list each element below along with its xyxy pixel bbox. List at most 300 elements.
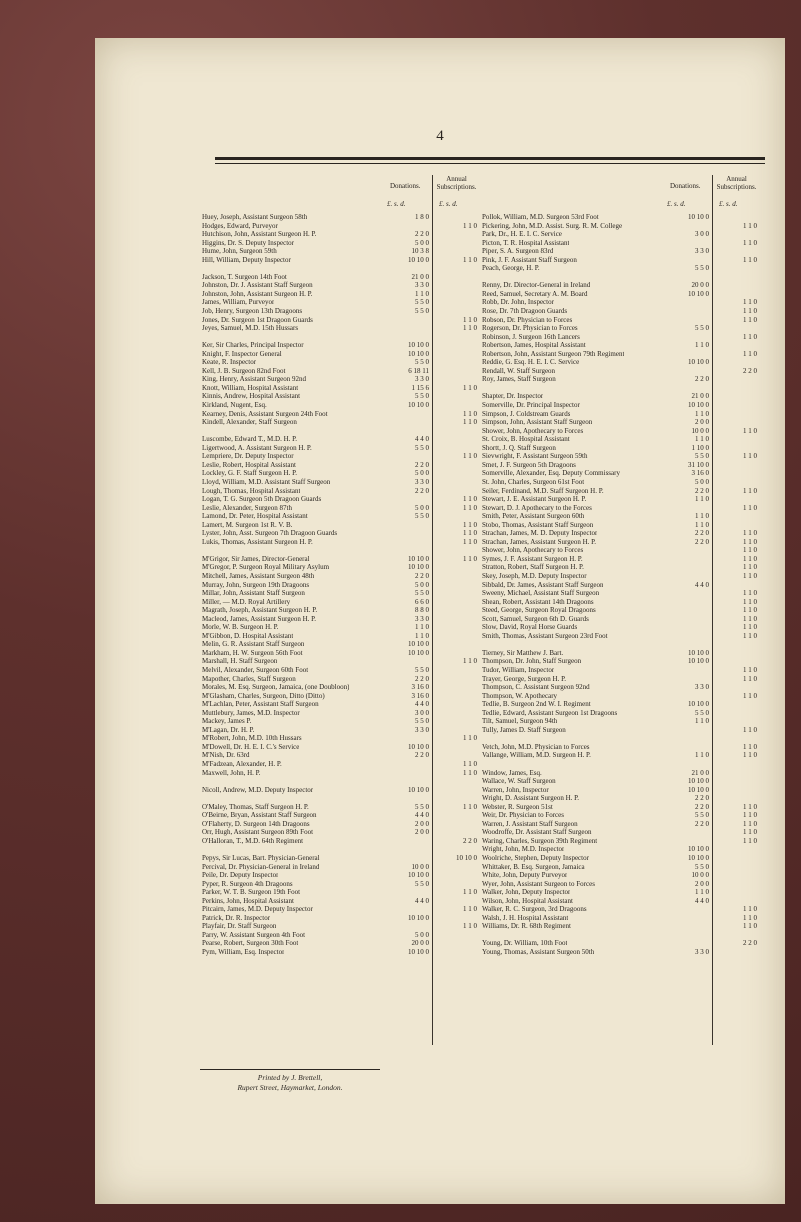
- annual-amount: 1 1 0: [463, 495, 477, 504]
- donation-amount: 2 0 0: [695, 418, 709, 427]
- donation-amount: 2 2 0: [415, 230, 429, 239]
- donation-amount: 10 10 0: [408, 554, 429, 563]
- donation-amount: 31 10 0: [688, 460, 709, 469]
- annual-amount: 1 1 0: [463, 529, 477, 538]
- subscriber-name: Rose, Dr. 7th Dragoon Guards: [482, 307, 568, 316]
- subscriber-row: [202, 854, 482, 863]
- donation-amount: 5 5 0: [415, 802, 429, 811]
- subscriber-name: Johnston, Dr. J. Assistant Staff Surgeon: [202, 281, 313, 290]
- subscriber-name: Weir, Dr. Physician to Forces: [482, 811, 564, 820]
- subscriber-row: [482, 769, 762, 778]
- donation-amount: 3 3 0: [415, 281, 429, 290]
- subscriber-name: Hodges, Edward, Purveyor: [202, 221, 278, 230]
- subscriber-name: Warren, John, Inspector: [482, 785, 549, 794]
- subscriber-name: Smet, J. F. Surgeon 5th Dragoons: [482, 460, 576, 469]
- subscriber-row: [482, 512, 762, 521]
- donation-amount: 1 1 0: [415, 623, 429, 632]
- donation-amount: 3 3 0: [415, 375, 429, 384]
- donations-header: Donations.: [670, 182, 701, 190]
- subscriber-name: Reed, Samuel, Secretary A. M. Board: [482, 289, 588, 298]
- subscriber-name: Hutchison, John, Assistant Surgeon H. P.: [202, 230, 317, 239]
- subscriber-row: [202, 837, 482, 846]
- subscriber-name: Morales, M. Esq. Surgeon, Jamaica, (one Doubloon): [202, 683, 350, 692]
- donation-amount: 3 3 0: [415, 477, 429, 486]
- subscriber-row: [202, 914, 482, 923]
- subscriber-row: [482, 837, 762, 846]
- annual-amount: 1 1 0: [743, 819, 757, 828]
- annual-amount: 1 1 0: [743, 742, 757, 751]
- subscriber-row: [202, 213, 482, 222]
- subscriber-name: Rendall, W. Staff Surgeon: [482, 366, 556, 375]
- donation-amount: 10 10 0: [408, 948, 429, 957]
- subscriber-row: [202, 632, 482, 641]
- subscriber-row: [482, 392, 762, 401]
- subscriber-name: Young, Dr. William, 10th Foot: [482, 939, 568, 948]
- subscriber-row: [202, 375, 482, 384]
- subscriber-row: [202, 316, 482, 325]
- subscriber-row: [202, 341, 482, 350]
- subscriber-name: Waring, Charles, Surgeon 39th Regiment: [482, 836, 598, 845]
- subscriber-row: [202, 811, 482, 820]
- subscriber-row: [482, 726, 762, 735]
- subscriber-row: [202, 666, 482, 675]
- subscriber-row: [482, 444, 762, 453]
- subscriber-row: [482, 888, 762, 897]
- subscriber-name: Wallace, W. Staff Surgeon: [482, 777, 556, 786]
- subscriber-row: [482, 751, 762, 760]
- subscriber-row: [482, 316, 762, 325]
- subscriber-name: O'Flaherty, D. Surgeon 14th Dragoons: [202, 819, 310, 828]
- subscriber-name: O'Halloran, T., M.D. 64th Regiment: [202, 836, 304, 845]
- subscriber-name: James, William, Purveyor: [202, 298, 275, 307]
- donation-amount: 10 10 0: [408, 742, 429, 751]
- subscriber-row: [202, 615, 482, 624]
- annual-amount: 1 1 0: [463, 255, 477, 264]
- subscriber-row: [482, 811, 762, 820]
- section-gap: [202, 794, 482, 803]
- subscriber-row: [482, 863, 762, 872]
- subscriber-row: [202, 247, 482, 256]
- annual-amount: 1 1 0: [743, 597, 757, 606]
- subscriber-name: Wright, John, M.D. Inspector: [482, 845, 565, 854]
- subscriber-name: Shortt, J. Q. Staff Surgeon: [482, 443, 556, 452]
- subscriber-row: [202, 358, 482, 367]
- subscriber-name: Jeyes, Samuel, M.D. 15th Hussars: [202, 324, 299, 333]
- subscriber-row: [482, 939, 762, 948]
- annual-amount: 1 1 0: [743, 554, 757, 563]
- annual-amount: 1 1 0: [743, 913, 757, 922]
- annual-amount: 1 1 0: [743, 674, 757, 683]
- subscriber-name: Smith, Thomas, Assistant Surgeon 23rd Foot: [482, 631, 608, 640]
- subscriber-row: [482, 777, 762, 786]
- annual-amount: 1 1 0: [743, 426, 757, 435]
- donation-amount: 10 10 0: [688, 648, 709, 657]
- subscriber-row: [202, 726, 482, 735]
- donation-amount: 10 10 0: [408, 401, 429, 410]
- annual-amount: 1 1 0: [743, 571, 757, 580]
- donation-amount: 21 0 0: [411, 272, 429, 281]
- subscriber-row: [482, 239, 762, 248]
- donation-amount: 5 0 0: [415, 503, 429, 512]
- subscriber-row: [482, 717, 762, 726]
- subscriber-name: Maxwell, John, H. P.: [202, 768, 261, 777]
- section-gap: [482, 931, 762, 940]
- donation-amount: 10 10 0: [408, 341, 429, 350]
- imprint-line: Printed by J. Brettell,: [257, 1073, 323, 1082]
- donation-amount: 10 10 0: [408, 255, 429, 264]
- donation-amount: 5 0 0: [415, 930, 429, 939]
- subscriber-row: [202, 350, 482, 359]
- donation-amount: 1 1 0: [695, 341, 709, 350]
- subscriber-name: Kell, J. B. Surgeon 82nd Foot: [202, 366, 286, 375]
- subscriber-name: Wright, D. Assistant Surgeon H. P.: [482, 794, 580, 803]
- annual-amount: 1 1 0: [743, 691, 757, 700]
- annual-amount: 1 1 0: [743, 811, 757, 820]
- donation-amount: 10 10 0: [688, 657, 709, 666]
- subscriber-row: [202, 905, 482, 914]
- subscriber-name: Young, Thomas, Assistant Surgeon 50th: [482, 948, 595, 957]
- subscriber-name: Strachan, James, M. D. Deputy Inspector: [482, 529, 598, 538]
- printer-imprint: [200, 1073, 380, 1093]
- donation-amount: 10 10 0: [688, 289, 709, 298]
- subscriber-name: Sievwright, F. Assistant Surgeon 59th: [482, 452, 588, 461]
- subscriber-row: [482, 375, 762, 384]
- subscriber-name: M'Fadzean, Alexander, H. P.: [202, 760, 282, 768]
- subscriber-row: [202, 298, 482, 307]
- subscriber-row: [202, 529, 482, 538]
- subscriber-row: [482, 828, 762, 837]
- annual-amount: 1 1 0: [743, 238, 757, 247]
- subscriber-row: [202, 563, 482, 572]
- section-gap: [482, 734, 762, 743]
- subscriber-name: Magrath, Joseph, Assistant Surgeon H. P.: [202, 606, 318, 615]
- annual-amount: 1 1 0: [743, 315, 757, 324]
- subscriber-name: Renny, Dr. Director-General in Ireland: [482, 281, 591, 290]
- subscriber-name: Logan, T. G. Surgeon 5th Dragoon Guards: [202, 495, 322, 504]
- subscriber-name: Picton, T. R. Hospital Assistant: [482, 238, 570, 247]
- subscriber-name: Piper, S. A. Surgeon 83rd: [482, 247, 554, 256]
- donation-amount: 5 5 0: [695, 862, 709, 871]
- donation-amount: 10 10 0: [688, 213, 709, 221]
- annual-amount: 1 1 0: [743, 606, 757, 615]
- subscriber-name: Simpson, J. Coldstream Guards: [482, 409, 571, 418]
- subscriber-row: [202, 675, 482, 684]
- subscriber-row: [482, 461, 762, 470]
- subscriber-row: [482, 307, 762, 316]
- donation-amount: 5 5 0: [695, 264, 709, 273]
- subscriber-name: Pickering, John, M.D. Assist. Surg. R. M. College: [482, 221, 623, 230]
- donation-amount: 1 10 0: [691, 443, 709, 452]
- donations-header: Donations.: [390, 182, 421, 190]
- subscriber-row: [482, 487, 762, 496]
- annual-amount: 1 1 0: [743, 486, 757, 495]
- subscriber-name: Higgins, Dr. S. Deputy Inspector: [202, 238, 294, 247]
- subscriber-name: M'Robert, John, M.D. 10th Hussars: [202, 734, 302, 743]
- subscriber-row: [202, 410, 482, 419]
- subscriber-row: [482, 469, 762, 478]
- donation-amount: 5 0 0: [415, 469, 429, 478]
- subscriber-row: [202, 743, 482, 752]
- subscriber-name: Lough, Thomas, Hospital Assistant: [202, 486, 301, 495]
- annual-amount: 1 1 0: [463, 888, 477, 897]
- subscriber-row: [202, 324, 482, 333]
- subscriber-row: [482, 298, 762, 307]
- subscriber-name: White, John, Deputy Purveyor: [482, 871, 568, 880]
- subscriber-name: Lockley, G. F. Staff Surgeon H. P.: [202, 469, 297, 478]
- donation-amount: 21 0 0: [691, 768, 709, 777]
- subscriber-row: [202, 820, 482, 829]
- subscriber-name: Jackson, T. Surgeon 14th Foot: [202, 272, 287, 281]
- section-gap: [202, 546, 482, 555]
- subscriber-row: [482, 572, 762, 581]
- donation-amount: 2 2 0: [695, 537, 709, 546]
- subscriber-row: [202, 367, 482, 376]
- subscriber-name: Kirkland, Nugent, Esq.: [202, 401, 267, 410]
- subscriber-name: Warren, J. Assistant Staff Surgeon: [482, 819, 578, 828]
- subscriber-row: [482, 247, 762, 256]
- annual-amount: 1 1 0: [463, 324, 477, 333]
- subscriber-row: [482, 880, 762, 889]
- donation-amount: 20 0 0: [411, 939, 429, 948]
- subscriber-name: Sibbald, Dr. James, Assistant Staff Surgeon: [482, 580, 604, 589]
- donation-amount: 1 1 0: [415, 631, 429, 640]
- subscriber-row: [482, 700, 762, 709]
- donation-amount: 3 3 0: [415, 614, 429, 623]
- subscriber-row: [202, 273, 482, 282]
- currency-label: £. s. d.: [387, 200, 406, 208]
- subscriber-row: [482, 743, 762, 752]
- subscriber-name: M'Gibbon, D. Hospital Assistant: [202, 631, 294, 640]
- donation-amount: 2 2 0: [415, 460, 429, 469]
- donation-amount: 10 10 0: [688, 700, 709, 709]
- annual-amount: 1 1 0: [463, 418, 477, 427]
- subscriber-row: [482, 854, 762, 863]
- subscriber-name: Stratton, Robert, Staff Surgeon H. P.: [482, 563, 584, 572]
- subscriber-row: [202, 478, 482, 487]
- subscriber-name: Shower, John, Apothecary to Forces: [482, 426, 584, 435]
- donation-amount: 10 10 0: [408, 349, 429, 358]
- subscriber-name: Melvil, Alexander, Surgeon 60th Foot: [202, 665, 309, 674]
- subscriber-row: [202, 734, 482, 743]
- donation-amount: 5 5 0: [415, 298, 429, 307]
- donation-amount: 1 1 0: [415, 289, 429, 298]
- subscriber-row: [482, 546, 762, 555]
- donation-amount: 1 1 0: [695, 888, 709, 897]
- subscriber-name: Lloyd, William, M.D. Assistant Staff Surgeon: [202, 477, 331, 486]
- annual-amount: 1 1 0: [463, 657, 477, 666]
- subscriber-row: [482, 435, 762, 444]
- imprint-rule: [200, 1069, 380, 1070]
- subscriber-row: [202, 469, 482, 478]
- subscriber-row: [482, 692, 762, 701]
- annual-amount: 2 2 0: [743, 366, 757, 375]
- donation-amount: 5 0 0: [415, 238, 429, 247]
- subscriber-row: [482, 922, 762, 931]
- subscriber-row: [202, 239, 482, 248]
- subscriber-name: Wyer, John, Assistant Surgeon to Forces: [482, 879, 595, 888]
- subscriber-name: Roy, James, Staff Surgeon: [482, 375, 556, 384]
- subscriber-row: [202, 504, 482, 513]
- subscriber-name: Symes, J. F. Assistant Surgeon H. P.: [482, 554, 583, 563]
- subscriber-name: Tully, James D. Staff Surgeon: [482, 725, 566, 734]
- donation-amount: 2 2 0: [695, 375, 709, 384]
- subscriber-name: Mapother, Charles, Staff Surgeon: [202, 674, 296, 683]
- annual-amount: 1 1 0: [743, 307, 757, 316]
- subscriber-row: [202, 871, 482, 880]
- donation-amount: 2 2 0: [695, 802, 709, 811]
- donation-amount: 2 2 0: [695, 486, 709, 495]
- donation-amount: 10 0 0: [691, 426, 709, 435]
- subscriber-list: [482, 213, 762, 957]
- donation-amount: 10 10 0: [688, 401, 709, 410]
- annual-amount: 1 1 0: [743, 828, 757, 837]
- subscriber-row: [482, 333, 762, 342]
- subscriber-name: O'Maley, Thomas, Staff Surgeon H. P.: [202, 802, 309, 811]
- subscriber-row: [202, 598, 482, 607]
- donation-amount: 5 5 0: [695, 708, 709, 717]
- subscriber-row: [202, 521, 482, 530]
- subscriber-row: [202, 290, 482, 299]
- subscriber-row: [482, 418, 762, 427]
- subscriber-row: [482, 794, 762, 803]
- subscriber-name: Nicoll, Andrew, M.D. Deputy Inspector: [202, 785, 314, 794]
- subscriber-name: Patrick, Dr. R. Inspector: [202, 913, 271, 922]
- subscriber-name: Huey, Joseph, Assistant Surgeon 58th: [202, 213, 308, 221]
- subscriber-name: Pepys, Sir Lucas, Bart. Physician-General: [202, 854, 320, 863]
- currency-label: £. s. d.: [439, 200, 458, 208]
- subscriber-row: [482, 427, 762, 436]
- subscriber-row: [202, 452, 482, 461]
- donation-amount: 3 3 0: [695, 683, 709, 692]
- subscriber-name: Robertson, John, Assistant Surgeon 79th Regiment: [482, 349, 625, 358]
- subscriber-name: Leslie, Alexander, Surgeon 87th: [202, 503, 292, 512]
- subscriber-name: Hume, John, Surgeon 59th: [202, 247, 277, 256]
- subscriber-name: Job, Henry, Surgeon 13th Dragoons: [202, 307, 303, 316]
- annual-amount: 1 1 0: [743, 537, 757, 546]
- subscriber-row: [482, 504, 762, 513]
- subscriber-name: Murray, John, Surgeon 19th Dragoons: [202, 580, 310, 589]
- donation-amount: 5 5 0: [695, 452, 709, 461]
- annual-amount: 1 1 0: [743, 529, 757, 538]
- subscriber-name: Lyster, John, Asst. Surgeon 7th Dragoon Guards: [202, 529, 338, 538]
- subscriber-row: [202, 880, 482, 889]
- donation-amount: 2 2 0: [415, 571, 429, 580]
- annual-header: Annual Subscriptions.: [436, 175, 477, 191]
- subscriber-row: [482, 256, 762, 265]
- subscriber-name: Melin, G. R. Assistant Staff Surgeon: [202, 640, 305, 649]
- subscriber-row: [202, 589, 482, 598]
- donation-amount: 10 10 0: [408, 913, 429, 922]
- subscriber-row: [482, 529, 762, 538]
- subscriber-name: Park, Dr., H. E. I. C. Service: [482, 230, 562, 239]
- annual-amount: 1 1 0: [743, 332, 757, 341]
- donation-amount: 5 5 0: [415, 307, 429, 316]
- subscriber-name: Walsh, J. H. Hospital Assistant: [482, 913, 569, 922]
- annual-amount: 1 1 0: [463, 922, 477, 931]
- subscriber-row: [202, 828, 482, 837]
- subscriber-row: [482, 521, 762, 530]
- subscriber-row: [482, 222, 762, 231]
- subscriber-name: Parry, W. Assistant Surgeon 4th Foot: [202, 930, 306, 939]
- donation-amount: 10 10 0: [688, 777, 709, 786]
- subscriber-name: Seiler, Ferdinand, M.D. Staff Surgeon H. P.: [482, 486, 604, 495]
- donation-amount: 4 4 0: [415, 896, 429, 905]
- donation-amount: 2 2 0: [695, 529, 709, 538]
- subscriber-row: [482, 709, 762, 718]
- subscriber-row: [202, 657, 482, 666]
- donation-amount: 10 10 0: [688, 854, 709, 863]
- annual-amount: 1 1 0: [463, 383, 477, 392]
- subscriber-name: Slow, David, Royal Horse Guards: [482, 623, 578, 632]
- subscriber-row: [482, 581, 762, 590]
- donation-amount: 2 2 0: [695, 794, 709, 803]
- annual-amount: 1 1 0: [743, 298, 757, 307]
- subscriber-name: Trayer, George, Surgeon H. P.: [482, 674, 566, 683]
- subscriber-name: Window, James, Esq.: [482, 768, 542, 777]
- subscriber-name: Pollok, William, M.D. Surgeon 53rd Foot: [482, 213, 599, 221]
- donation-amount: 3 0 0: [415, 708, 429, 717]
- subscriber-row: [482, 478, 762, 487]
- donation-amount: 10 10 0: [408, 640, 429, 649]
- subscriber-name: Woolriche, Stephen, Deputy Inspector: [482, 854, 589, 863]
- subscriber-name: Tierney, Sir Matthew J. Bart.: [482, 648, 564, 657]
- right-column: [482, 175, 762, 957]
- subscriber-name: Skey, Joseph, M.D. Deputy Inspector: [482, 571, 587, 580]
- donation-amount: 3 3 0: [415, 725, 429, 734]
- subscriber-name: Shean, Robert, Assistant 14th Dragoons: [482, 597, 594, 606]
- annual-amount: 1 1 0: [743, 751, 757, 760]
- subscriber-name: Johnston, John, Assistant Surgeon H. P.: [202, 289, 313, 298]
- section-gap: [202, 264, 482, 273]
- donation-amount: 3 3 0: [695, 247, 709, 256]
- subscriber-name: Sweeny, Michael, Assistant Staff Surgeon: [482, 589, 600, 598]
- donation-amount: 1 1 0: [695, 435, 709, 444]
- donation-amount: 5 5 0: [415, 392, 429, 401]
- annual-amount: 1 1 0: [463, 537, 477, 546]
- donation-amount: 1 8 0: [415, 213, 429, 221]
- annual-amount: 1 1 0: [743, 589, 757, 598]
- subscriber-name: Parker, W. T. B. Surgeon 19th Foot: [202, 888, 301, 897]
- subscriber-name: Shapter, Dr. Inspector: [482, 392, 544, 401]
- donation-amount: 4 4 0: [415, 811, 429, 820]
- subscriber-name: M'Dowell, Dr. H. E. I. C.'s Service: [202, 742, 300, 751]
- annual-amount: 1 1 0: [463, 760, 477, 768]
- subscriber-row: [482, 281, 762, 290]
- header-rule-thin: [215, 163, 765, 164]
- subscriber-row: [482, 563, 762, 572]
- subscriber-row: [202, 512, 482, 521]
- donation-amount: 5 5 0: [415, 717, 429, 726]
- subscriber-name: Robertson, James, Hospital Assistant: [482, 341, 586, 350]
- donation-amount: 2 0 0: [695, 879, 709, 888]
- subscriber-row: [202, 640, 482, 649]
- subscriber-row: [202, 939, 482, 948]
- subscriber-name: Stobo, Thomas, Assistant Staff Surgeon: [482, 520, 594, 529]
- subscriber-name: Markham, H. W. Surgeon 56th Foot: [202, 648, 303, 657]
- subscriber-name: Knight, F. Inspector General: [202, 349, 282, 358]
- subscriber-name: Tedlie, Edward, Assistant Surgeon 1st Dragoons: [482, 708, 618, 717]
- donation-amount: 2 0 0: [415, 819, 429, 828]
- subscriber-row: [482, 452, 762, 461]
- subscriber-row: [202, 495, 482, 504]
- subscriber-row: [202, 538, 482, 547]
- subscriber-name: Walker, John, Deputy Inspector: [482, 888, 571, 897]
- subscriber-name: St. John, Charles, Surgeon 61st Foot: [482, 477, 585, 486]
- annual-amount: 1 1 0: [463, 452, 477, 461]
- donation-amount: 10 10 0: [688, 785, 709, 794]
- donation-amount: 10 10 0: [408, 563, 429, 572]
- subscriber-row: [202, 572, 482, 581]
